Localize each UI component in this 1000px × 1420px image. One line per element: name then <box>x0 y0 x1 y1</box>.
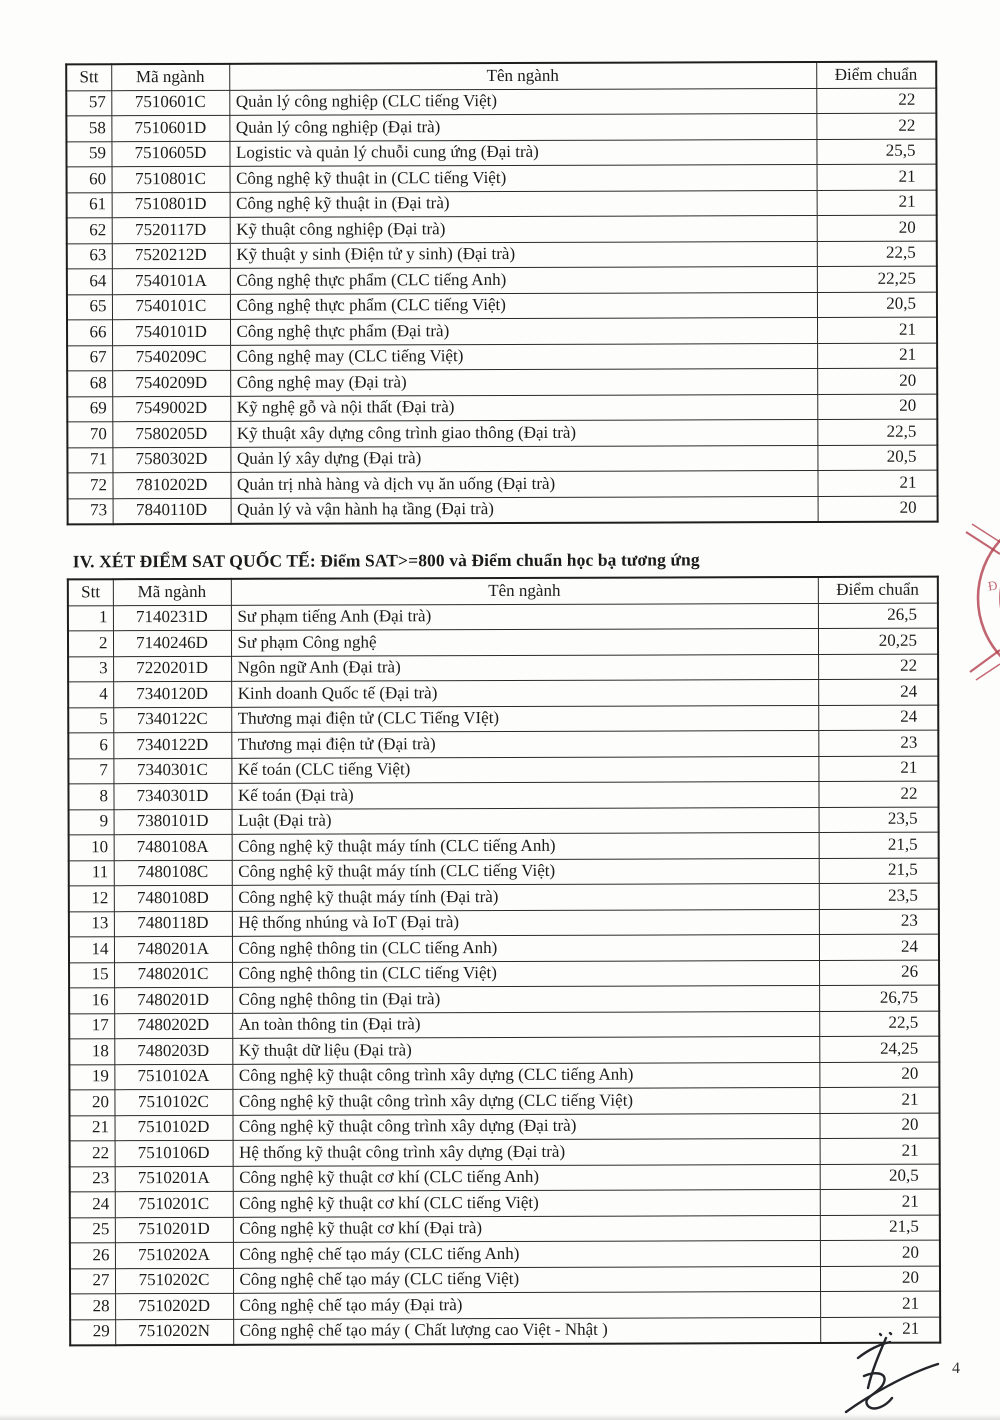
cell-diem-chuan: 24 <box>819 934 939 960</box>
cell-ten-nganh: Công nghệ kỹ thuật công trình xây dựng (CLC tiếng Anh) <box>232 1062 819 1089</box>
cell-ma-nganh: 7140231D <box>113 605 231 631</box>
cell-ten-nganh: Công nghệ thực phẩm (Đại trà) <box>230 318 817 345</box>
cell-stt: 5 <box>68 707 113 733</box>
table-row <box>68 679 938 707</box>
cell-diem-chuan: 22,25 <box>817 266 937 292</box>
cell-stt: 10 <box>69 835 114 861</box>
cell-diem-chuan: 23,5 <box>819 807 939 833</box>
cell-ma-nganh: 7510202N <box>115 1319 233 1345</box>
cell-stt: 63 <box>67 243 112 269</box>
table-row <box>69 909 939 937</box>
cell-ten-nganh: Kế toán (Đại trà) <box>231 782 818 809</box>
table-row <box>69 1011 939 1039</box>
table-row <box>67 394 937 422</box>
column-header-stt: Stt <box>66 64 111 90</box>
cell-ten-nganh: An toàn thông tin (Đại trà) <box>232 1011 819 1038</box>
cell-ma-nganh: 7840110D <box>113 498 231 524</box>
cell-stt: 68 <box>67 371 112 397</box>
table-row <box>67 190 937 218</box>
cell-stt: 7 <box>68 758 113 784</box>
table-row <box>66 139 936 167</box>
table-row <box>67 343 937 371</box>
column-header-ma-nganh: Mã ngành <box>111 64 229 90</box>
cell-diem-chuan: 20 <box>817 215 937 241</box>
cell-stt: 72 <box>67 473 112 499</box>
cell-diem-chuan: 22,5 <box>817 419 937 445</box>
table-row <box>68 603 938 631</box>
cell-diem-chuan: 20 <box>817 368 937 394</box>
cell-ten-nganh: Công nghệ kỹ thuật máy tính (CLC tiếng Việt) <box>232 858 819 885</box>
cell-ten-nganh: Công nghệ kỹ thuật cơ khí (CLC tiếng Việt) <box>233 1190 820 1217</box>
column-header-diem-chuan: Điểm chuẩn <box>816 62 936 88</box>
signature-icon <box>828 1332 948 1420</box>
cell-ma-nganh: 7510801D <box>112 192 230 218</box>
cell-ten-nganh: Quản trị nhà hàng và dịch vụ ăn uống (Đại trà) <box>230 471 817 498</box>
cell-diem-chuan: 22 <box>816 113 936 139</box>
cell-ma-nganh: 7480118D <box>114 911 232 937</box>
cell-ma-nganh: 7140246D <box>113 630 231 656</box>
cell-ma-nganh: 7480108C <box>114 860 232 886</box>
cell-ten-nganh: Thương mại điện tử (CLC Tiếng VIệt) <box>231 705 818 732</box>
cell-diem-chuan: 22 <box>818 654 938 680</box>
cell-ma-nganh: 7220201D <box>113 656 231 682</box>
cell-diem-chuan: 21 <box>820 1291 940 1317</box>
table-row <box>70 1317 940 1346</box>
cell-ten-nganh: Công nghệ kỹ thuật cơ khí (CLC tiếng Anh) <box>233 1164 820 1191</box>
cell-ten-nganh: Sư phạm Công nghệ <box>231 629 818 656</box>
cell-diem-chuan: 23,5 <box>819 883 939 909</box>
column-header-ten-nganh: Tên ngành <box>231 577 818 605</box>
cell-ma-nganh: 7540101A <box>112 268 230 294</box>
cell-diem-chuan: 26 <box>819 960 939 986</box>
cell-stt: 15 <box>69 962 114 988</box>
cell-ma-nganh: 7540209C <box>112 345 230 371</box>
cell-ten-nganh: Kỹ thuật công nghiệp (Đại trà) <box>230 216 817 243</box>
cell-ten-nganh: Công nghệ thông tin (CLC tiếng Việt) <box>232 960 819 987</box>
cell-diem-chuan: 20 <box>820 1240 940 1266</box>
cell-stt: 4 <box>68 682 113 708</box>
cell-stt: 21 <box>70 1115 115 1141</box>
table-row <box>70 1138 940 1166</box>
cell-ma-nganh: 7510801C <box>112 166 230 192</box>
table-row <box>70 1164 940 1192</box>
cell-ma-nganh: 7580205D <box>112 421 230 447</box>
cell-stt: 23 <box>70 1166 115 1192</box>
cell-ten-nganh: Quản lý công nghiệp (CLC tiếng Việt) <box>229 88 816 115</box>
cell-stt: 58 <box>66 116 111 142</box>
admission-scores-table-continued <box>65 61 938 526</box>
cell-ten-nganh: Luật (Đại trà) <box>232 807 819 834</box>
cell-diem-chuan: 21 <box>817 164 937 190</box>
cell-diem-chuan: 21 <box>817 190 937 216</box>
cell-diem-chuan: 21 <box>819 1087 939 1113</box>
cell-stt: 25 <box>70 1217 115 1243</box>
cell-stt: 62 <box>67 218 112 244</box>
cell-diem-chuan: 21,5 <box>819 832 939 858</box>
cell-stt: 26 <box>70 1243 115 1269</box>
cell-ten-nganh: Kỹ thuật y sinh (Điện tử y sinh) (Đại trà) <box>230 241 817 268</box>
cell-stt: 28 <box>70 1294 115 1320</box>
cell-ten-nganh: Hệ thống kỹ thuật công trình xây dựng (Đại trà) <box>233 1139 820 1166</box>
cell-ma-nganh: 7510202C <box>115 1268 233 1294</box>
cell-ma-nganh: 7510106D <box>115 1140 233 1166</box>
cell-ma-nganh: 7480201A <box>114 936 232 962</box>
cell-ma-nganh: 7480202D <box>114 1013 232 1039</box>
cell-stt: 12 <box>69 886 114 912</box>
scan-edge-shadow <box>0 1414 1000 1420</box>
table-row <box>69 1062 939 1090</box>
cell-diem-chuan: 22 <box>816 88 936 114</box>
cell-ma-nganh: 7510202D <box>115 1293 233 1319</box>
cell-ten-nganh: Logistic và quản lý chuỗi cung ứng (Đại trà) <box>229 139 816 166</box>
cell-diem-chuan: 21 <box>820 1317 940 1343</box>
cell-diem-chuan: 25,5 <box>816 139 936 165</box>
cell-ma-nganh: 7510601D <box>111 115 229 141</box>
table-row <box>70 1113 940 1141</box>
cell-ten-nganh: Kỹ thuật xây dựng công trình giao thông (Đại trà) <box>230 420 817 447</box>
cell-diem-chuan: 20 <box>819 1062 939 1088</box>
cell-stt: 9 <box>69 809 114 835</box>
cell-ten-nganh: Công nghệ may (Đại trà) <box>230 369 817 396</box>
cell-diem-chuan: 20 <box>820 1266 940 1292</box>
cell-ma-nganh: 7520212D <box>112 243 230 269</box>
cell-stt: 13 <box>69 911 114 937</box>
cell-ten-nganh: Công nghệ kỹ thuật in (Đại trà) <box>230 190 817 217</box>
table-row <box>70 1291 940 1319</box>
cell-ma-nganh: 7510102C <box>114 1089 232 1115</box>
cell-diem-chuan: 24,25 <box>819 1036 939 1062</box>
cell-ten-nganh: Công nghệ kỹ thuật công trình xây dựng (CLC tiếng Việt) <box>232 1088 819 1115</box>
cell-stt: 19 <box>69 1064 114 1090</box>
table-header-row <box>68 577 938 606</box>
cell-diem-chuan: 21 <box>818 756 938 782</box>
cell-ma-nganh: 7340122C <box>113 707 231 733</box>
cell-ma-nganh: 7480108A <box>114 834 232 860</box>
cell-diem-chuan: 20,5 <box>817 292 937 318</box>
cell-ten-nganh: Kế toán (CLC tiếng Việt) <box>231 756 818 783</box>
stamp-letter: Đ <box>986 577 999 594</box>
cell-ten-nganh: Thương mại điện tử (Đại trà) <box>231 731 818 758</box>
cell-ten-nganh: Công nghệ thực phẩm (CLC tiếng Việt) <box>230 292 817 319</box>
cell-stt: 6 <box>68 733 113 759</box>
table-row <box>67 164 937 192</box>
cell-ten-nganh: Công nghệ kỹ thuật in (CLC tiếng Việt) <box>230 165 817 192</box>
cell-ma-nganh: 7510201C <box>115 1191 233 1217</box>
cell-ma-nganh: 7510201A <box>115 1166 233 1192</box>
cell-stt: 16 <box>69 988 114 1014</box>
table-row <box>69 985 939 1013</box>
cell-ma-nganh: 7510202A <box>115 1242 233 1268</box>
cell-ten-nganh: Kỹ thuật dữ liệu (Đại trà) <box>232 1037 819 1064</box>
cell-diem-chuan: 26,75 <box>819 985 939 1011</box>
cell-stt: 27 <box>70 1268 115 1294</box>
cell-ma-nganh: 7480201D <box>114 987 232 1013</box>
cell-diem-chuan: 21,5 <box>819 858 939 884</box>
table-row <box>70 1266 940 1294</box>
cell-ten-nganh: Quản lý và vận hành hạ tầng (Đại trà) <box>231 496 818 524</box>
cell-stt: 65 <box>67 294 112 320</box>
cell-stt: 2 <box>68 631 113 657</box>
table-row <box>69 1036 939 1064</box>
cell-diem-chuan: 23 <box>819 909 939 935</box>
cell-stt: 69 <box>67 396 112 422</box>
cell-stt: 3 <box>68 656 113 682</box>
cell-ma-nganh: 7480203D <box>114 1038 232 1064</box>
cell-stt: 24 <box>70 1192 115 1218</box>
cell-stt: 20 <box>69 1090 114 1116</box>
cell-ma-nganh: 7480108D <box>114 885 232 911</box>
section-heading-sat: IV. XÉT ĐIỂM SAT QUỐC TẾ: Điểm SAT>=800 và Điểm chuẩn học bạ tương ứng <box>72 549 700 572</box>
table-row <box>69 960 939 988</box>
table-row <box>70 1189 940 1217</box>
cell-stt: 59 <box>66 141 111 167</box>
cell-ten-nganh: Hệ thống nhúng và IoT (Đại trà) <box>232 909 819 936</box>
cell-ma-nganh: 7549002D <box>112 396 230 422</box>
cell-ten-nganh: Công nghệ chế tạo máy ( Chất lượng cao Việt - Nhật ) <box>233 1317 820 1345</box>
table-row <box>67 266 937 294</box>
cell-diem-chuan: 21 <box>817 343 937 369</box>
cell-stt: 29 <box>70 1319 115 1345</box>
cell-diem-chuan: 20,5 <box>817 445 937 471</box>
table-row <box>66 113 936 141</box>
cell-ten-nganh: Công nghệ chế tạo máy (CLC tiếng Anh) <box>233 1241 820 1268</box>
cell-stt: 66 <box>67 320 112 346</box>
cell-diem-chuan: 24 <box>818 679 938 705</box>
cell-ten-nganh: Quản lý xây dựng (Đại trà) <box>230 445 817 472</box>
table-row <box>67 241 937 269</box>
cell-ma-nganh: 7510601C <box>111 90 229 116</box>
cell-ten-nganh: Công nghệ may (CLC tiếng Việt) <box>230 343 817 370</box>
cell-ten-nganh: Quản lý công nghiệp (Đại trà) <box>229 114 816 141</box>
cell-stt: 64 <box>67 269 112 295</box>
table-row <box>68 781 938 809</box>
table-row <box>68 628 938 656</box>
table-row <box>68 654 938 682</box>
cell-ten-nganh: Công nghệ kỹ thuật cơ khí (Đại trà) <box>233 1215 820 1242</box>
table-row <box>67 368 937 396</box>
cell-ma-nganh: 7810202D <box>112 472 230 498</box>
cell-ma-nganh: 7380101D <box>114 809 232 835</box>
cell-ma-nganh: 7510605D <box>111 141 229 167</box>
cell-diem-chuan: 20,25 <box>818 628 938 654</box>
cell-stt: 17 <box>69 1013 114 1039</box>
cell-ma-nganh: 7580302D <box>112 447 230 473</box>
table-row <box>67 419 937 447</box>
cell-stt: 57 <box>66 90 111 116</box>
cell-ma-nganh: 7510102D <box>115 1115 233 1141</box>
cell-diem-chuan: 21 <box>817 470 937 496</box>
cell-diem-chuan: 21 <box>820 1189 940 1215</box>
table-row <box>67 215 937 243</box>
cell-ma-nganh: 7340122D <box>113 732 231 758</box>
sat-international-table <box>67 576 941 1347</box>
cell-ma-nganh: 7340301D <box>113 783 231 809</box>
cell-ten-nganh: Kỹ nghệ gỗ và nội thất (Đại trà) <box>230 394 817 421</box>
cell-ten-nganh: Sư phạm tiếng Anh (Đại trà) <box>231 603 818 630</box>
cell-stt: 8 <box>68 784 113 810</box>
cell-diem-chuan: 20 <box>817 394 937 420</box>
cell-stt: 61 <box>67 192 112 218</box>
table-row <box>69 1087 939 1115</box>
cell-diem-chuan: 22,5 <box>817 241 937 267</box>
table-row <box>69 883 939 911</box>
cell-stt: 73 <box>68 498 113 524</box>
cell-ma-nganh: 7520117D <box>112 217 230 243</box>
cell-ten-nganh: Công nghệ thông tin (Đại trà) <box>232 986 819 1013</box>
cell-stt: 70 <box>67 422 112 448</box>
table-row <box>69 858 939 886</box>
table-row <box>67 470 937 498</box>
cell-stt: 1 <box>68 605 113 631</box>
column-header-stt: Stt <box>68 579 113 605</box>
cell-diem-chuan: 24 <box>818 705 938 731</box>
cell-ten-nganh: Công nghệ thực phẩm (CLC tiếng Anh) <box>230 267 817 294</box>
table-row <box>68 705 938 733</box>
cell-diem-chuan: 20 <box>819 1113 939 1139</box>
cell-ma-nganh: 7540209D <box>112 370 230 396</box>
cell-stt: 22 <box>70 1141 115 1167</box>
cell-stt: 18 <box>69 1039 114 1065</box>
column-header-diem-chuan: Điểm chuẩn <box>818 577 938 603</box>
table-row <box>67 445 937 473</box>
table-row <box>68 756 938 784</box>
cell-stt: 14 <box>69 937 114 963</box>
cell-ten-nganh: Kinh doanh Quốc tế (Đại trà) <box>231 680 818 707</box>
cell-ma-nganh: 7510201D <box>115 1217 233 1243</box>
column-header-ten-nganh: Tên ngành <box>229 62 816 90</box>
cell-diem-chuan: 22,5 <box>819 1011 939 1037</box>
table-row <box>69 807 939 835</box>
cell-ten-nganh: Ngôn ngữ Anh (Đại trà) <box>231 654 818 681</box>
table-row <box>70 1215 940 1243</box>
column-header-ma-nganh: Mã ngành <box>113 579 231 605</box>
cell-diem-chuan: 23 <box>818 730 938 756</box>
cell-ten-nganh: Công nghệ kỹ thuật công trình xây dựng (Đại trà) <box>233 1113 820 1140</box>
cell-ma-nganh: 7340120D <box>113 681 231 707</box>
table-row <box>67 317 937 345</box>
cell-ten-nganh: Công nghệ kỹ thuật máy tính (CLC tiếng Anh) <box>232 833 819 860</box>
cell-diem-chuan: 26,5 <box>818 603 938 629</box>
table-row <box>69 832 939 860</box>
cell-ma-nganh: 7340301C <box>113 758 231 784</box>
cell-stt: 67 <box>67 345 112 371</box>
table-row <box>67 292 937 320</box>
cell-diem-chuan: 21 <box>820 1138 940 1164</box>
cell-ma-nganh: 7480201C <box>114 962 232 988</box>
cell-ten-nganh: Công nghệ kỹ thuật máy tính (Đại trà) <box>232 884 819 911</box>
table-row <box>70 1240 940 1268</box>
cell-ma-nganh: 7540101D <box>112 319 230 345</box>
cell-diem-chuan: 22 <box>818 781 938 807</box>
table-row <box>68 496 938 525</box>
cell-ten-nganh: Công nghệ chế tạo máy (CLC tiếng Việt) <box>233 1266 820 1293</box>
cell-stt: 60 <box>67 167 112 193</box>
cell-ma-nganh: 7540101C <box>112 294 230 320</box>
cell-ten-nganh: Công nghệ chế tạo máy (Đại trà) <box>233 1292 820 1319</box>
cell-diem-chuan: 20,5 <box>820 1164 940 1190</box>
cell-diem-chuan: 20 <box>818 496 938 522</box>
cell-ma-nganh: 7510102A <box>114 1064 232 1090</box>
table-row <box>68 730 938 758</box>
cell-stt: 71 <box>67 447 112 473</box>
cell-diem-chuan: 21 <box>817 317 937 343</box>
table-header-row <box>66 62 936 91</box>
table-row <box>66 88 936 116</box>
cell-stt: 11 <box>69 860 114 886</box>
page-number: 4 <box>952 1360 960 1377</box>
cell-ten-nganh: Công nghệ thông tin (CLC tiếng Anh) <box>232 935 819 962</box>
cell-diem-chuan: 21,5 <box>820 1215 940 1241</box>
table-row <box>69 934 939 962</box>
